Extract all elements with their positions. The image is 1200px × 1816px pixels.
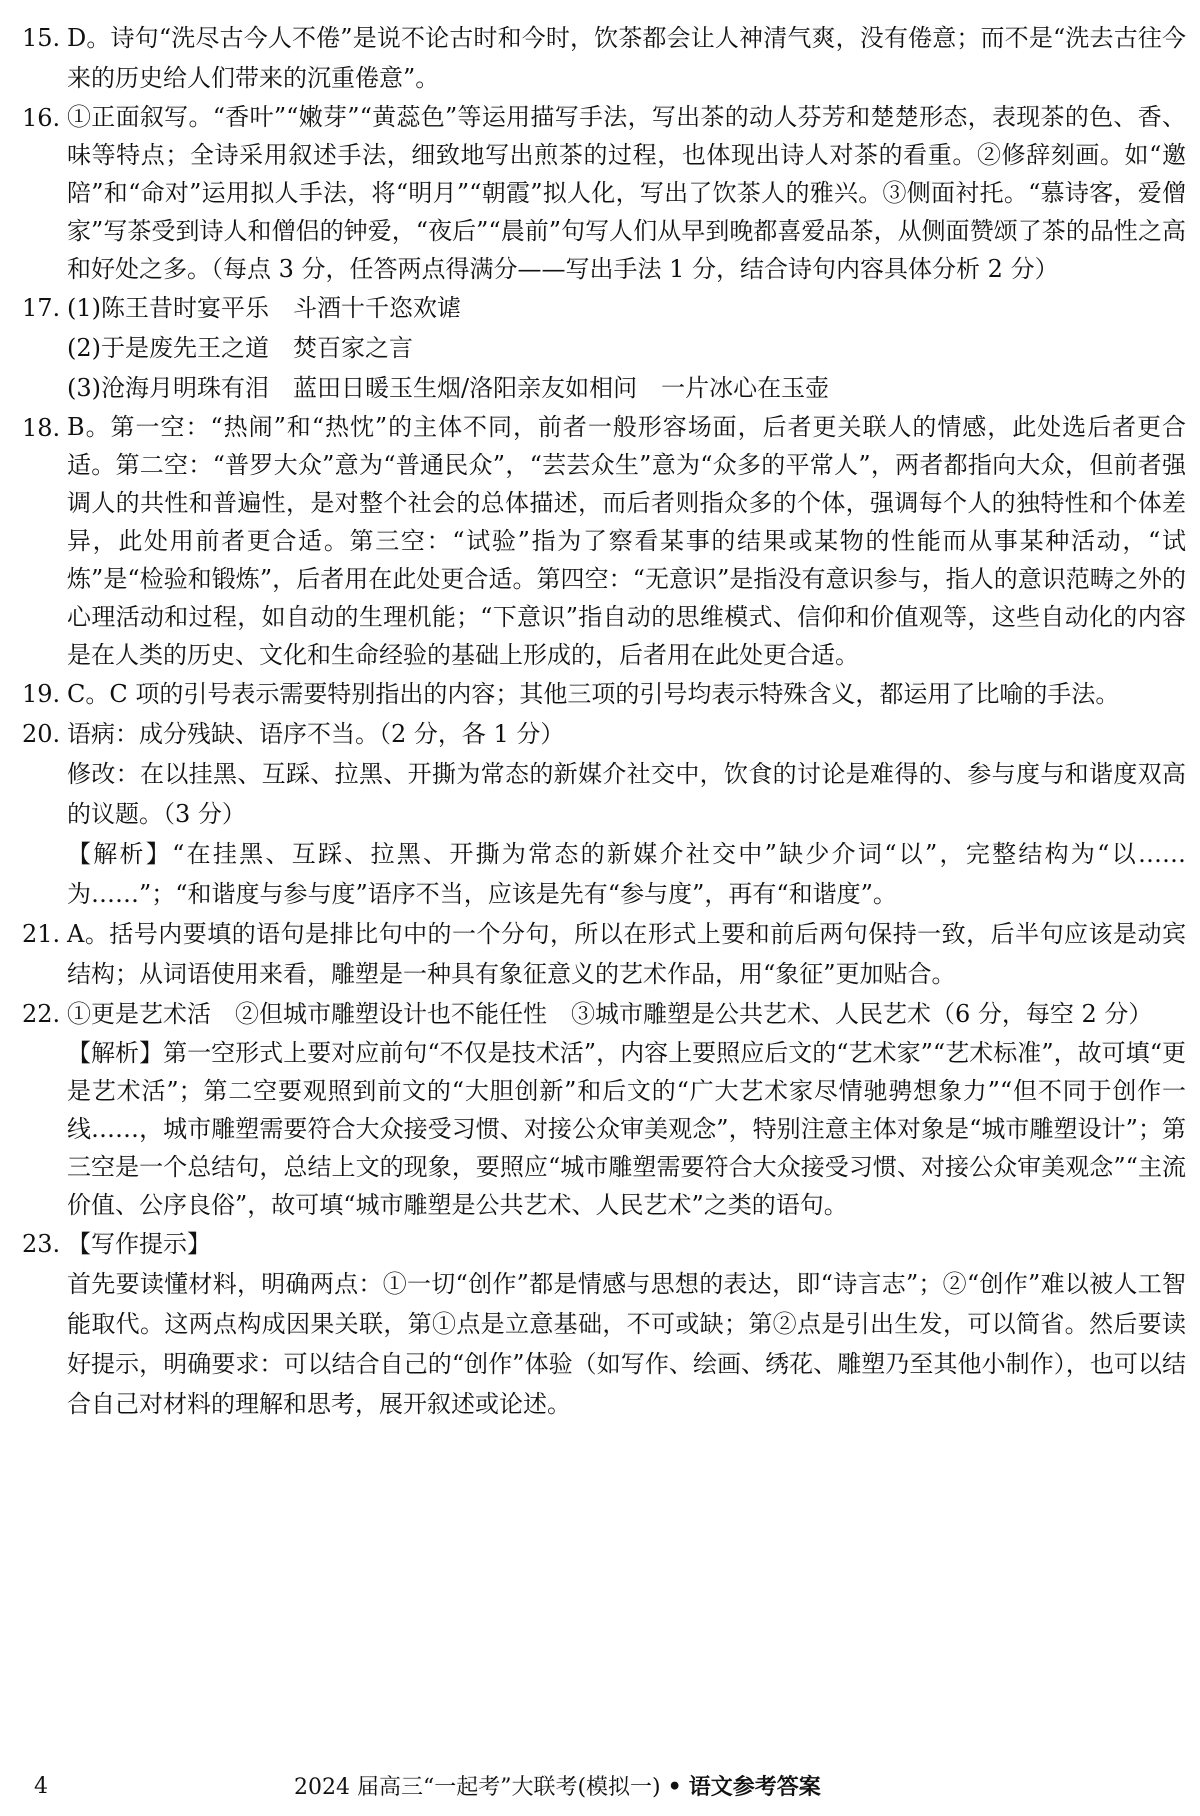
- question-number: 23.: [22, 1230, 61, 1258]
- answer-text: C。C 项的引号表示需要特别指出的内容；其他三项的引号均表示特殊含义，都运用了比喻的手法。: [67, 680, 1120, 708]
- question-number: 22.: [22, 1000, 61, 1028]
- question-number: 16.: [22, 104, 61, 132]
- page-number: 4: [34, 1774, 48, 1799]
- answer-text: ①正面叙写。“香叶”“嫩芽”“黄蕊色”等运用描写手法，写出茶的动人芬芳和楚楚形态，表现茶的色、香、味等特点；全诗采用叙述手法，细致地写出煎茶的过程，也体现出诗人对茶的看重。②修辞刻画。如“邀陪”和“命对”运用拟人手法，将“明月”“朝霞”拟人化，写出了饮茶人的雅兴。③侧面衬托。“慕诗客，爱僧家”写茶受到诗人和僧侣的钟爱，“夜后”“晨前”句写人们从早到晚都喜爱品茶，从侧面赞颂了茶的品性之高和好处之多。（每点 3 分，任答两点得满分——写出手法 1 分，结合诗句内容具体分析 2 分）: [67, 103, 1186, 283]
- question-number: 15.: [22, 24, 61, 52]
- answer-item-18: [22, 408, 1186, 674]
- question-number: 20.: [22, 720, 61, 748]
- answer-item-20: [22, 714, 1186, 914]
- answer-list: [22, 18, 1186, 1424]
- answer-line: (2)于是废先王之道 焚百家之言: [67, 334, 413, 362]
- question-number: 21.: [22, 920, 61, 948]
- answer-item-22: [22, 994, 1186, 1224]
- question-number: 18.: [22, 414, 61, 442]
- answer-item-21: [22, 914, 1186, 994]
- footer-title-prefix: 2024 届高三“一起考”大联考(模拟一): [294, 1775, 661, 1800]
- question-number: 19.: [22, 680, 61, 708]
- footer-dot: •: [667, 1774, 682, 1800]
- footer-title: [294, 1772, 821, 1803]
- answer-item-23: [22, 1224, 1186, 1424]
- answer-item-17: [22, 288, 1186, 408]
- answer-item-16: [22, 98, 1186, 288]
- analysis-text: 【解析】“在挂黑、互踩、拉黑、开撕为常态的新媒介社交中”缺少介词“以”，完整结构为“以……为……”；“和谐度与参与度”语序不当，应该是先有“参与度”，再有“和谐度”。: [67, 840, 1186, 908]
- answer-line: ①更是艺术活 ②但城市雕塑设计也不能任性 ③城市雕塑是公共艺术、人民艺术（6 分，每空 2 分）: [67, 1000, 1153, 1028]
- writing-tip-heading: 【写作提示】: [67, 1230, 211, 1258]
- answer-line: 语病：成分残缺、语序不当。（2 分，各 1 分）: [67, 720, 565, 748]
- answer-text: A。括号内要填的语句是排比句中的一个分句，所以在形式上要和前后两句保持一致，后半句应该是动宾结构；从词语使用来看，雕塑是一种具有象征意义的艺术作品，用“象征”更加贴合。: [67, 920, 1186, 988]
- answer-line: (3)沧海月明珠有泪 蓝田日暖玉生烟/洛阳亲友如相问 一片冰心在玉壶: [67, 374, 830, 402]
- answer-item-15: [22, 18, 1186, 98]
- answer-item-19: [22, 674, 1186, 714]
- writing-tip-text: 首先要读懂材料，明确两点：①一切“创作”都是情感与思想的表达，即“诗言志”；②“创作”难以被人工智能取代。这两点构成因果关联，第①点是立意基础，不可或缺；第②点是引出生发，可以简省。然后要读好提示，明确要求：可以结合自己的“创作”体验（如写作、绘画、绣花、雕塑乃至其他小制作），也可以结合自己对材料的理解和思考，展开叙述或论述。: [67, 1270, 1186, 1418]
- question-number: 17.: [22, 294, 61, 322]
- answer-text: B。第一空：“热闹”和“热忱”的主体不同，前者一般形容场面，后者更关联人的情感，此处选后者更合适。第二空：“普罗大众”意为“普通民众”，“芸芸众生”意为“众多的平常人”，两者都指向大众，但前者强调人的共性和普遍性，是对整个社会的总体描述，而后者则指众多的个体，强调每个人的独特性和个体差异，此处用前者更合适。第三空：“试验”指为了察看某事的结果或某物的性能而从事某种活动，“试炼”是“检验和锻炼”，后者用在此处更合适。第四空：“无意识”是指没有意识参与，指人的意识范畴之外的心理活动和过程，如自动的生理机能；“下意识”指自动的思维模式、信仰和价值观等，这些自动化的内容是在人类的历史、文化和生命经验的基础上形成的，后者用在此处更合适。: [67, 413, 1186, 669]
- answer-line: 修改：在以挂黑、互踩、拉黑、开撕为常态的新媒介社交中，饮食的讨论是难得的、参与度与和谐度双高的议题。（3 分）: [67, 760, 1186, 828]
- answer-text: D。诗句“洗尽古今人不倦”是说不论古时和今时，饮茶都会让人神清气爽，没有倦意；而不是“洗去古往今来的历史给人们带来的沉重倦意”。: [67, 24, 1186, 92]
- footer-title-suffix: 语文参考答案: [688, 1774, 821, 1800]
- analysis-text: 【解析】第一空形式上要对应前句“不仅是技术活”，内容上要照应后文的“艺术家”“艺术标准”，故可填“更是艺术活”；第二空要观照到前文的“大胆创新”和后文的“广大艺术家尽情驰骋想象力”“但不同于创作一线……，城市雕塑需要符合大众接受习惯、对接公众审美观念”，特别注意主体对象是“城市雕塑设计”；第三空是一个总结句，总结上文的现象，要照应“城市雕塑需要符合大众接受习惯、对接公众审美观念”“主流价值、公序良俗”，故可填“城市雕塑是公共艺术、人民艺术”之类的语句。: [67, 1039, 1186, 1219]
- answer-line: (1)陈王昔时宴平乐 斗酒十千恣欢谑: [67, 294, 461, 322]
